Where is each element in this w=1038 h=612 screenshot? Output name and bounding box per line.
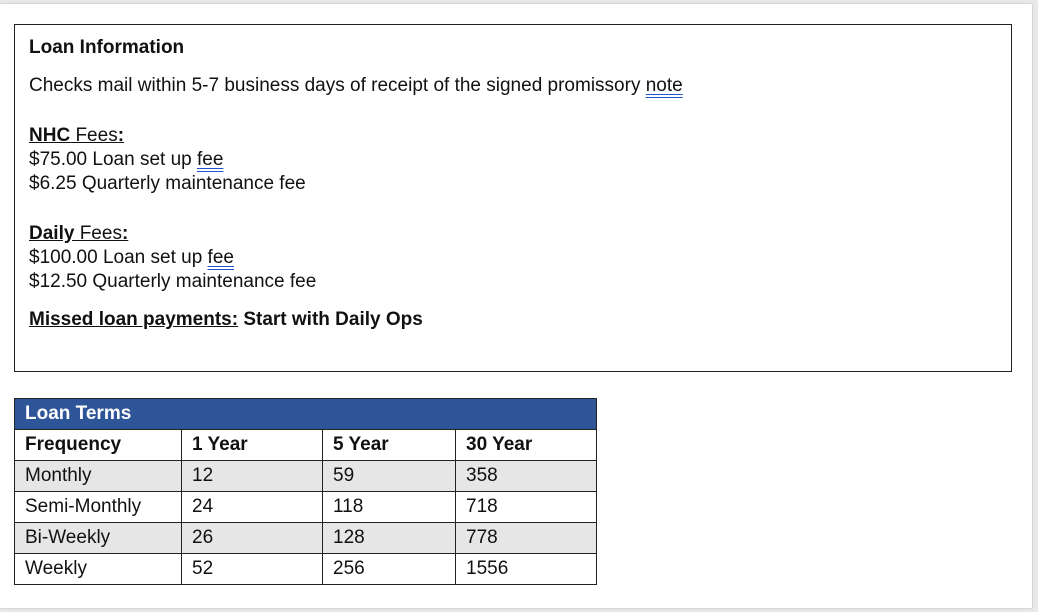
table-cell: 358 [456,461,597,492]
nhc-setup-fee [29,148,997,172]
loan-terms-title: Loan Terms [15,399,597,430]
nhc-setup-word: fee [196,149,224,170]
daily-label-bold: Daily [29,223,75,244]
table-row-semi-monthly [15,492,597,523]
column-header-5-year: 5 Year [323,430,456,461]
daily-label-rest: Fees [74,223,122,244]
daily-setup-fee [29,246,997,270]
table-cell: Bi-Weekly [15,523,182,554]
missed-payments-line [29,308,997,332]
nhc-fees-label [29,124,997,148]
daily-maintenance-fee: $12.50 Quarterly maintenance fee [29,271,317,292]
nhc-label-bold: NHC [29,125,71,146]
table-cell: 52 [182,554,323,585]
note-word: note [645,75,683,96]
nhc-label-colon: : [117,125,125,146]
table-cell: 24 [182,492,323,523]
nhc-label-rest: Fees [70,125,118,146]
loan-information-box [14,24,1012,372]
table-row-weekly [15,554,597,585]
table-header-row [15,430,597,461]
table-cell: 26 [182,523,323,554]
table-cell: 718 [456,492,597,523]
table-cell: 778 [456,523,597,554]
daily-fees-label [29,222,997,246]
table-cell: Monthly [15,461,182,492]
table-cell: Weekly [15,554,182,585]
table-cell: Semi-Monthly [15,492,182,523]
table-row-bi-weekly [15,523,597,554]
missed-payments-label: Missed loan payments: [29,309,239,330]
table-cell: 59 [323,461,456,492]
daily-setup-word: fee [207,247,234,268]
checks-mail-sentence: Checks mail within 5-7 business days of receipt of the signed promissory [29,75,646,96]
table-cell: 128 [323,523,456,554]
missed-payments-value: Start with Daily Ops [238,309,423,330]
nhc-setup-prefix: $75.00 Loan set up [29,149,197,170]
table-row-monthly [15,461,597,492]
loan-terms-title-row [15,399,597,430]
column-header-1-year: 1 Year [182,430,323,461]
table-cell: 118 [323,492,456,523]
column-header-30-year: 30 Year [456,430,597,461]
loan-information-heading: Loan Information [29,37,185,58]
table-cell: 256 [323,554,456,585]
daily-setup-prefix: $100.00 Loan set up [29,247,208,268]
checks-mail-text [29,74,997,98]
loan-terms-table [14,398,597,585]
table-cell: 1556 [456,554,597,585]
table-cell: 12 [182,461,323,492]
column-header-frequency: Frequency [15,430,182,461]
daily-label-colon: : [121,223,129,244]
nhc-maintenance-fee: $6.25 Quarterly maintenance fee [29,173,306,194]
document-page [0,4,1032,608]
